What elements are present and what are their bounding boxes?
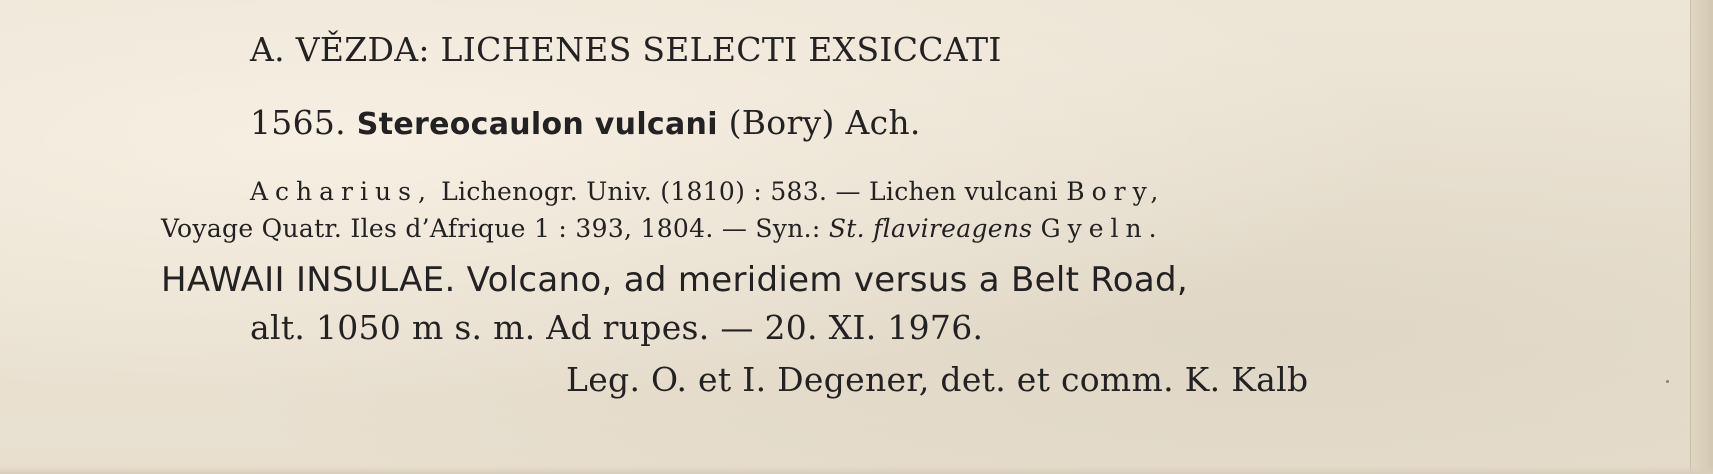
reference-author: Acharius,	[250, 177, 433, 206]
species-name: Stereocaulon vulcani	[356, 107, 718, 142]
synonym-author: Gyeln.	[1040, 214, 1164, 243]
paper-bottom-edge	[0, 466, 1713, 474]
synonym-name: St. flavireagens	[828, 214, 1033, 243]
paper-speck	[1666, 380, 1669, 383]
basionym-author: Bory,	[1066, 177, 1166, 206]
collector-line: Leg. O. et I. Degener, det. et comm. K. Kalb	[566, 360, 1309, 399]
species-heading	[250, 103, 921, 142]
reference-line-1	[250, 177, 1165, 206]
exsiccata-number: 1565.	[250, 103, 346, 142]
reference-work: Lichenogr. Univ. (1810) : 583. — Lichen vulcani	[441, 177, 1058, 206]
reference-line-2	[161, 214, 1164, 243]
series-title: A. VĚZDA: LICHENES SELECTI EXSICCATI	[250, 30, 1002, 69]
locality-line-1: HAWAII INSULAE. Volcano, ad meridiem versus a Belt Road,	[161, 260, 1188, 300]
reference-voyage: Voyage Quatr. Iles d’Afrique 1 : 393, 1804. — Syn.:	[161, 214, 821, 243]
locality-line-2: alt. 1050 m s. m. Ad rupes. — 20. XI. 1976.	[250, 308, 984, 347]
paper-edge-strip	[1690, 0, 1713, 474]
species-authority: (Bory) Ach.	[728, 103, 921, 142]
